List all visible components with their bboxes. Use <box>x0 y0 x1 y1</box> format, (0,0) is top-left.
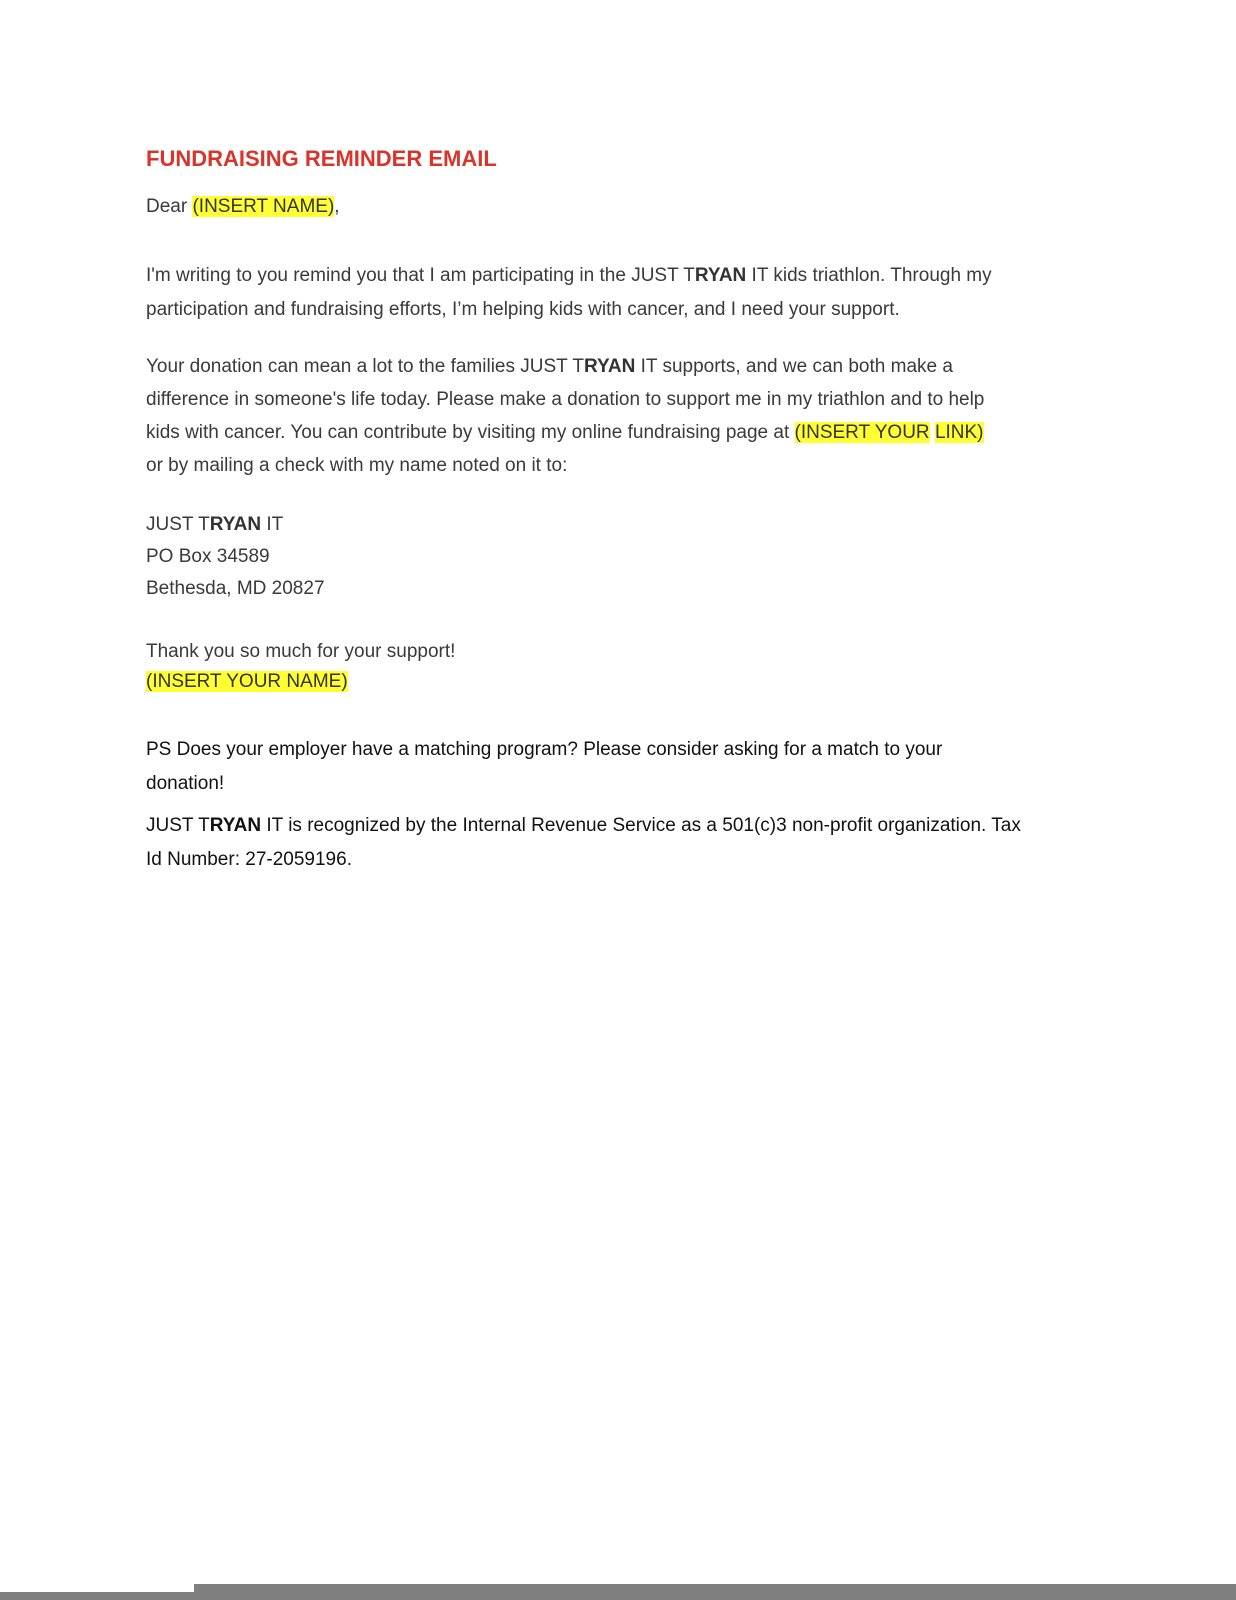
page-footer-bar <box>0 1584 1236 1600</box>
brand-post: IT <box>746 265 769 286</box>
tax-info-line: Id Number: 27-2059196. <box>146 849 352 870</box>
address-line-city: Bethesda, MD 20827 <box>146 578 325 599</box>
brand-bold: RYAN <box>209 514 262 535</box>
thank-you-line: Thank you so much for your support! <box>146 641 456 662</box>
brand-pre: JUST T <box>520 356 584 377</box>
mailing-address <box>146 509 1106 605</box>
brand-post: IT <box>261 514 284 535</box>
signature-line <box>146 667 1106 697</box>
salutation-suffix: , <box>334 196 340 217</box>
brand-bold: RYAN <box>209 815 262 836</box>
brand-name <box>631 265 768 286</box>
text-fragment: is recognized by the Internal Revenue Service as a 501(c)3 non-profit organization. Tax <box>282 815 1021 836</box>
postscript <box>146 733 1106 801</box>
paragraph-line <box>146 259 1106 293</box>
paragraph-line <box>146 350 1106 383</box>
paragraph-line: difference in someone's life today. Please make a donation to support me in my triathlon and to help <box>146 389 985 410</box>
text-fragment: kids triathlon. Through my <box>768 265 992 286</box>
brand-pre: JUST T <box>146 815 210 836</box>
brand-bold: RYAN <box>694 265 747 286</box>
paragraph-donation <box>146 350 1106 482</box>
salutation-prefix: Dear <box>146 196 193 217</box>
salutation <box>146 196 1106 218</box>
ps-line: donation! <box>146 773 225 794</box>
ps-line: PS Does your employer have a matching program? Please consider asking for a match to your <box>146 739 943 760</box>
text-fragment: supports, and we can both make a <box>657 356 953 377</box>
tax-info-line <box>146 809 1106 843</box>
sender-name-placeholder: (INSERT YOUR NAME) <box>146 671 348 692</box>
address-line-org <box>146 509 1106 541</box>
text-fragment: kids with cancer. You can contribute by visiting my online fundraising page at <box>146 422 795 443</box>
closing <box>146 637 1106 697</box>
paragraph-line: participation and fundraising efforts, I’m helping kids with cancer, and I need your support. <box>146 299 900 320</box>
brand-post: IT <box>261 815 283 836</box>
paragraph-participation <box>146 259 1106 327</box>
text-fragment: Your donation can mean a lot to the families <box>146 356 521 377</box>
recipient-name-placeholder: (INSERT NAME) <box>192 196 335 217</box>
footer-bar-segment <box>0 1592 194 1600</box>
tax-info <box>146 809 1106 877</box>
document-title: FUNDRAISING REMINDER EMAIL <box>146 146 497 171</box>
brand-bold: RYAN <box>583 356 636 377</box>
address-line-pobox: PO Box 34589 <box>146 546 270 567</box>
footer-bar-segment <box>194 1584 1236 1600</box>
brand-name <box>520 356 657 377</box>
paragraph-line <box>146 416 1106 449</box>
text-fragment: I'm writing to you remind you that I am participating in the <box>146 265 632 286</box>
brand-pre: JUST T <box>146 514 210 535</box>
brand-post: IT <box>635 356 658 377</box>
fundraising-link-placeholder-end: LINK) <box>934 422 984 443</box>
fundraising-link-placeholder: (INSERT YOUR <box>794 422 930 443</box>
paragraph-line: or by mailing a check with my name noted on it to: <box>146 455 568 476</box>
brand-pre: JUST T <box>631 265 695 286</box>
